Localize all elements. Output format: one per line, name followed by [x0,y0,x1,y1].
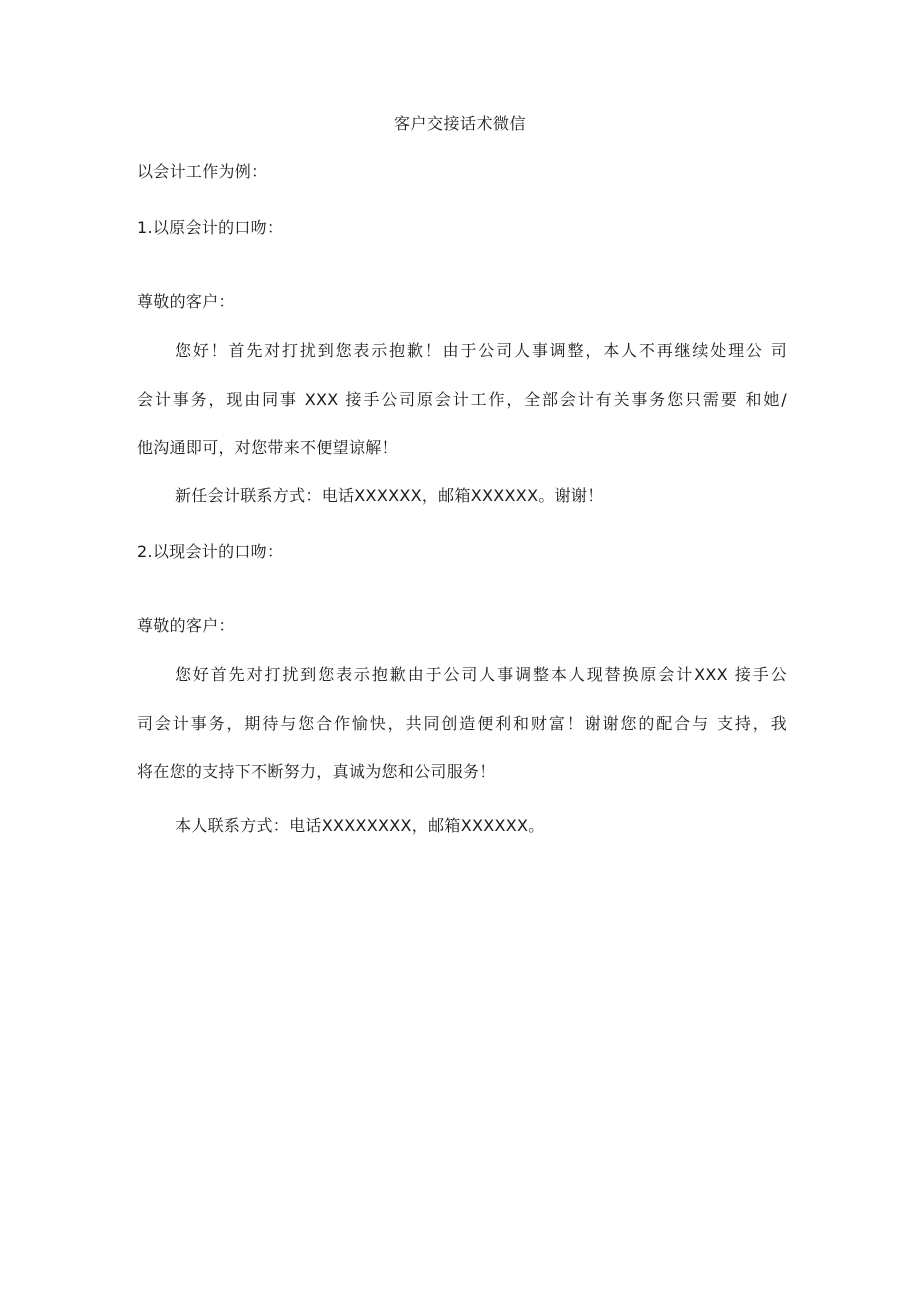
section1-contact: 新任会计联系方式：电话XXXXXX，邮箱XXXXXX。谢谢！ [175,486,604,505]
section1-body-line-3: 他沟通即可，对您带来不便望谅解！ [137,438,398,457]
section2-salutation: 尊敬的客户： [137,616,235,635]
document-title: 客户交接话术微信 [393,114,526,133]
intro-text: 以会计工作为例： [137,162,268,181]
section2-heading: 2.以现会计的口吻： [137,542,284,561]
section2-contact: 本人联系方式：电话XXXXXXXX，邮箱XXXXXX。 [175,816,545,835]
section1-heading: 1.以原会计的口吻： [137,218,284,237]
section1-salutation: 尊敬的客户： [137,292,235,311]
section2-body-line-2: 司会计事务，期待与您合作愉快，共同创造便利和财富！谢谢您的配合与 支持，我 [137,714,787,733]
section2-body-line-1: 您好首先对打扰到您表示抱歉由于公司人事调整本人现替换原会计XXX 接手公 [175,665,787,684]
section2-body-line-3: 将在您的支持下不断努力，真诚为您和公司服务！ [137,762,496,781]
section1-body-line-1: 您好！首先对打扰到您表示抱歉！由于公司人事调整，本人不再继续处理公 司 [175,341,787,360]
section1-body-line-2: 会计事务，现由同事 XXX 接手公司原会计工作，全部会计有关事务您只需要 和她/ [137,390,787,409]
